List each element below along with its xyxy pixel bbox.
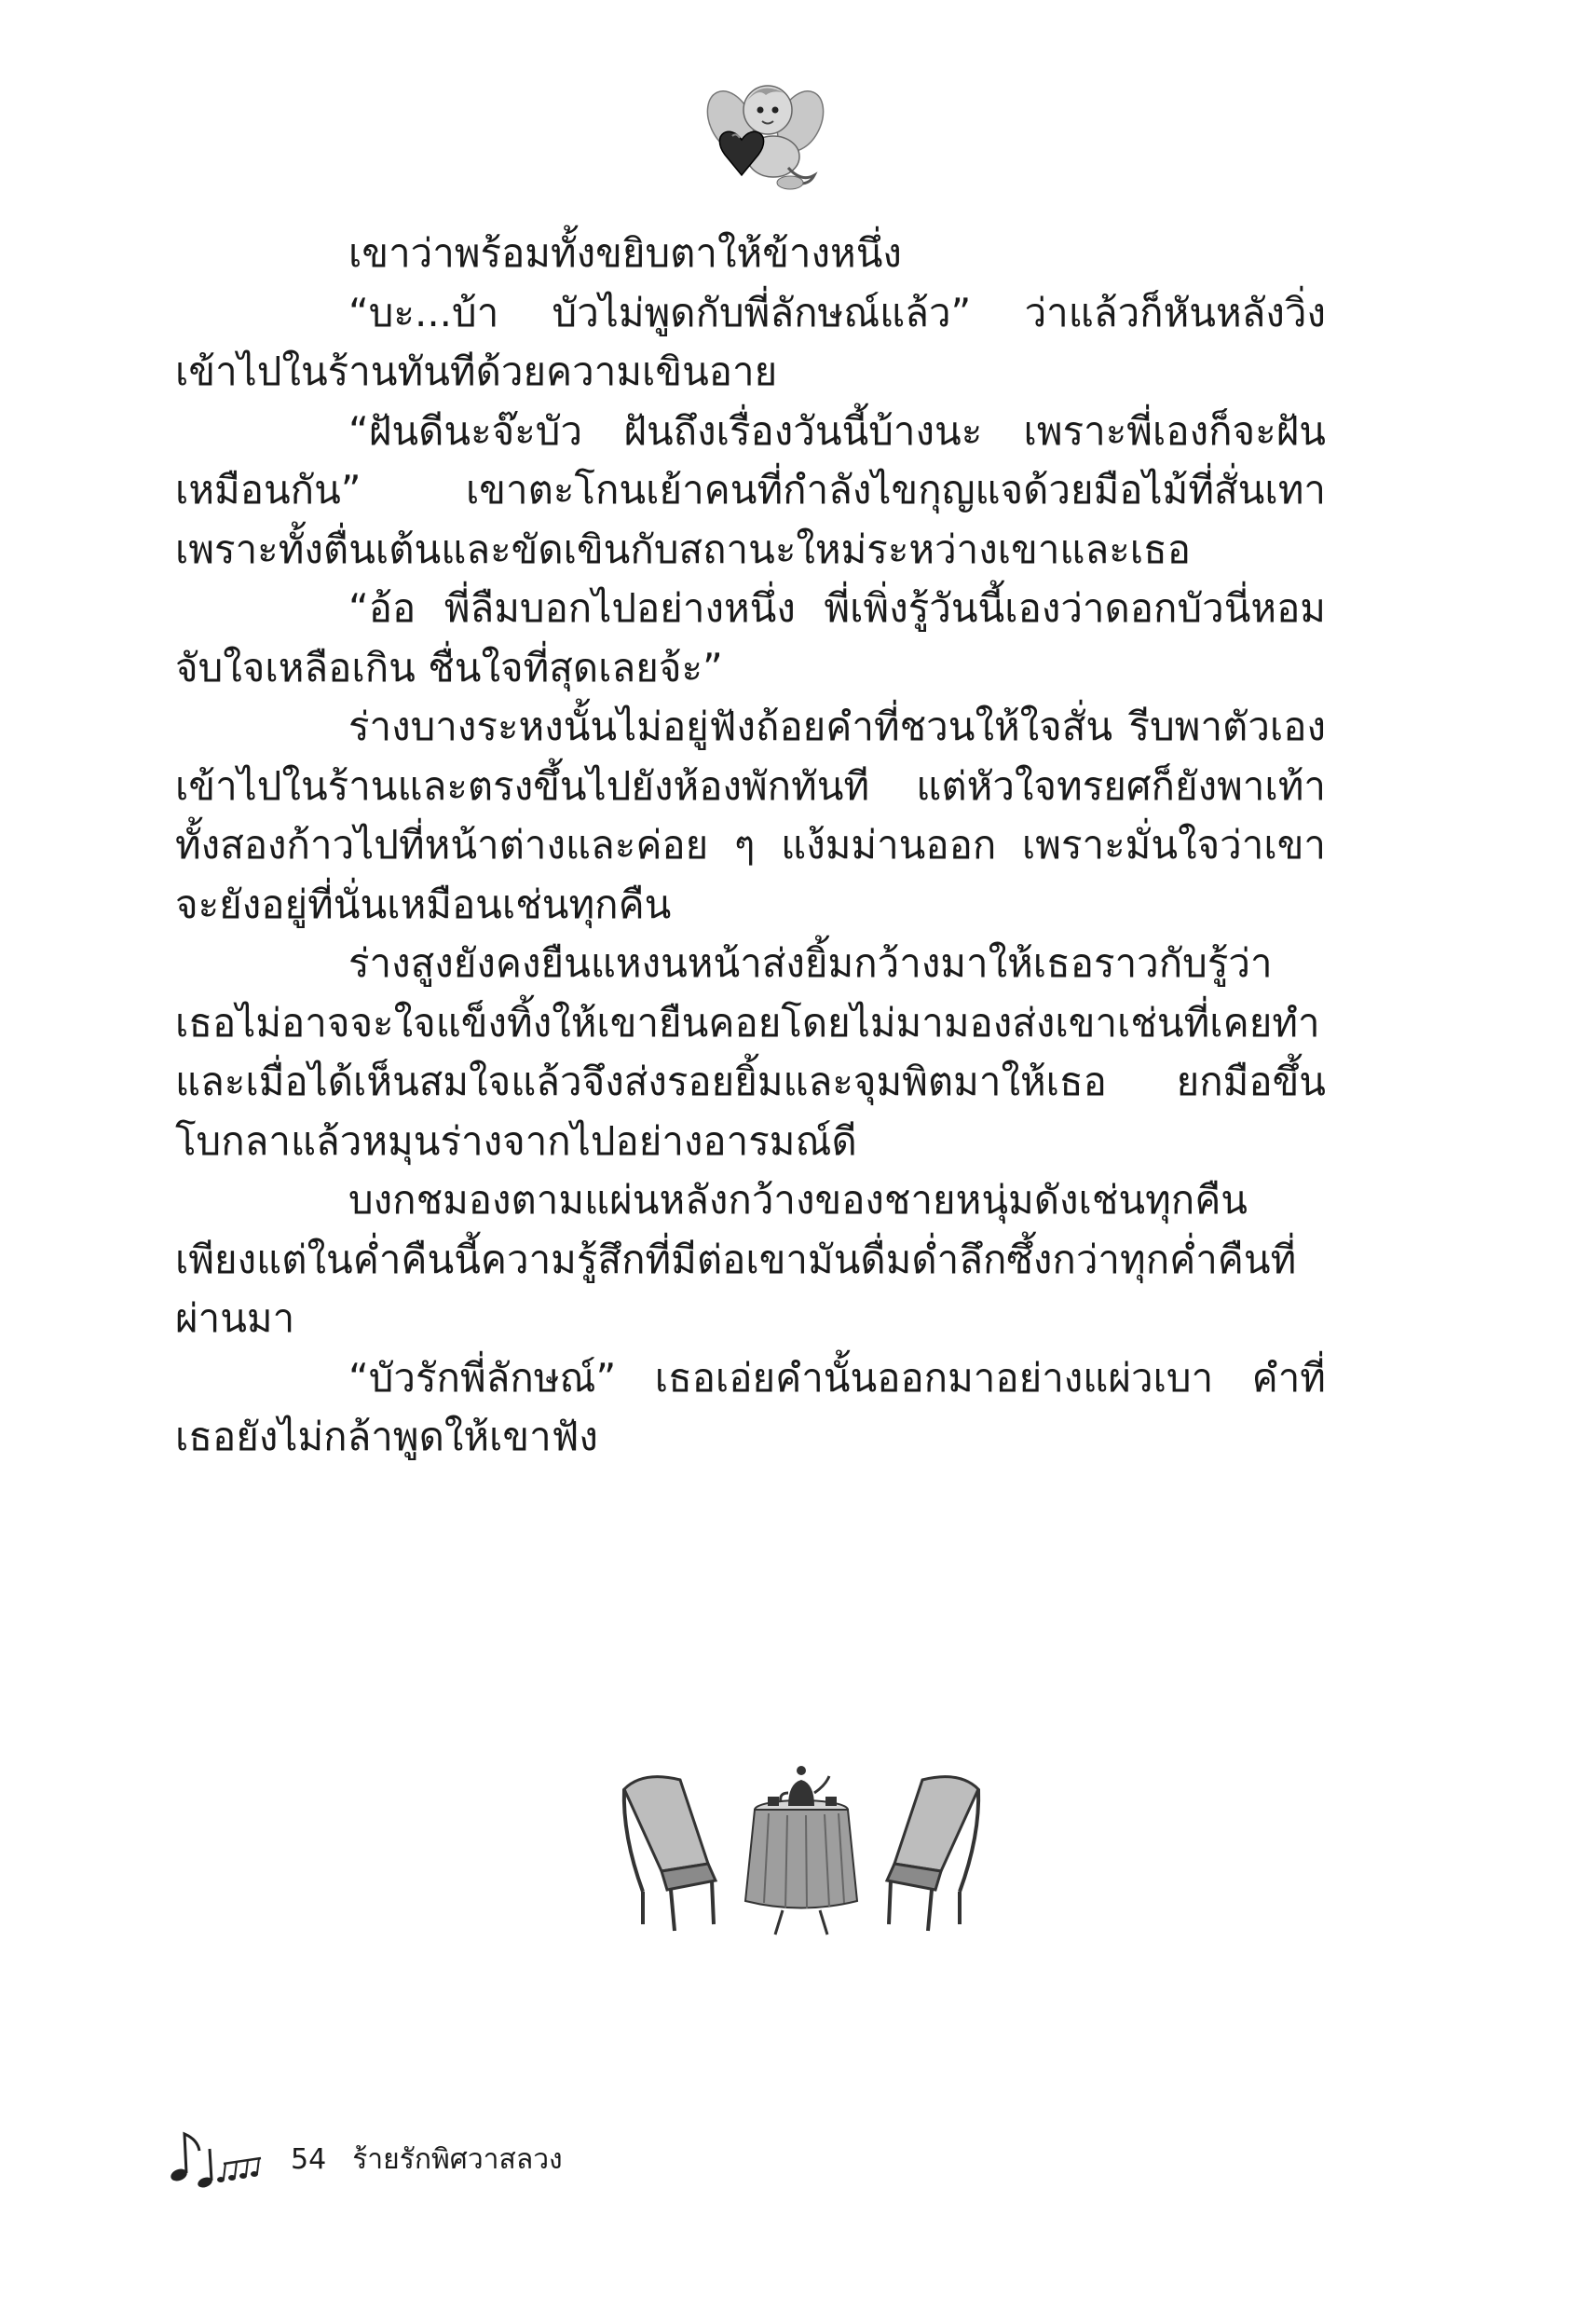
paragraph: บงกชมองตามแผ่นหลังกว้างของชายหนุ่มดังเช่นทุกคืนเพียงแต่ในค่ำคืนนี้ความรู้สึกที่มีต่อเขามันดื่มด่ำลึกซึ้งกว่าทุกค่ำคืนที่ผ่านมา: [175, 1177, 1297, 1341]
paragraph: “อ้อ พี่ลืมบอกไปอย่างหนึ่ง พี่เพิ่งรู้วันนี้เองว่าดอกบัวนี่หอมจับใจเหลือเกิน ชื่นใจที่สุดเลยจ้ะ”: [175, 585, 1326, 691]
paragraph: เขาว่าพร้อมทั้งขยิบตาให้ข้างหนึ่ง: [348, 230, 902, 276]
paragraph: ร่างสูงยังคงยืนแหงนหน้าส่งยิ้มกว้างมาให้เธอราวกับรู้ว่าเธอไม่อาจจะใจแข็งทิ้งให้เขายืนคอยโดยไม่มามองส่งเขาเช่นที่เคยทำ และเมื่อได้เห็นสมใจแล้วจึงส่งรอยยิ้มและจุมพิตมาให้เธอ ยกมือขึ้นโบกลาแล้วหมุนร่างจากไปอย่างอารมณ์ดี: [175, 940, 1326, 1164]
page-number: 54: [291, 2142, 327, 2176]
cupid-holding-heart-icon: [704, 75, 825, 196]
paragraph: “ฝันดีนะจ๊ะบัว ฝันถึงเรื่องวันนี้บ้างนะ เพราะพี่เองก็จะฝันเหมือนกัน” เขาตะโกนเย้าคนที่กำลังไขกุญแจด้วยมือไม้ที่สั่นเทาเพราะทั้งตื่นเต้นและขัดเขินกับสถานะใหม่ระหว่างเขาและเธอ: [175, 407, 1326, 572]
book-title: ร้ายรักพิศวาสลวง: [352, 2142, 563, 2176]
paragraph: ร่างบางระหงนั้นไม่อยู่ฟังถ้อยคำที่ชวนให้ใจสั่น รีบพาตัวเองเข้าไปในร้านและตรงขึ้นไปยังห้องพักทันที แต่หัวใจทรยศก็ยังพาเท้าทั้งสองก้าวไปที่หน้าต่างและค่อย ๆ แง้มม่านออก เพราะมั่นใจว่าเขาจะยังอยู่ที่นั่นเหมือนเช่นทุกคืน: [175, 704, 1326, 927]
paragraph: “บะ...บ้า บัวไม่พูดกับพี่ลักษณ์แล้ว” ว่าแล้วก็หันหลังวิ่งเข้าไปในร้านทันทีด้วยความเขินอาย: [175, 289, 1326, 394]
body-text: [175, 224, 1326, 1467]
page-footer: [158, 2126, 563, 2192]
music-notes-icon: [158, 2126, 270, 2192]
cafe-table-chairs-icon: [606, 1752, 997, 1938]
paragraph: “บัวรักพี่ลักษณ์” เธอเอ่ยคำนั้นออกมาอย่างแผ่วเบา คำที่เธอยังไม่กล้าพูดให้เขาฟัง: [175, 1354, 1326, 1459]
